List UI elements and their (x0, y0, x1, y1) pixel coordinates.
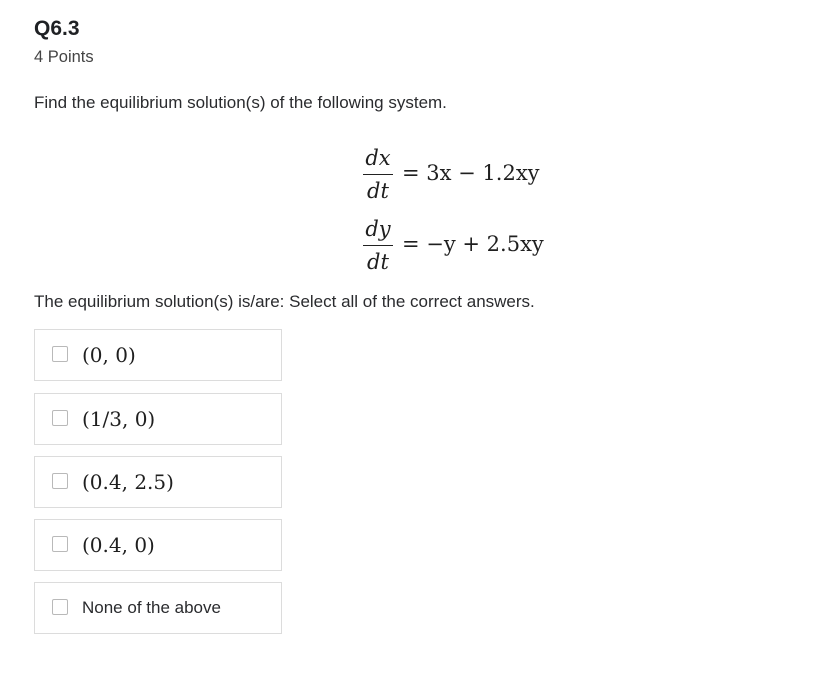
answer-option[interactable] (34, 582, 282, 634)
option-label: (0, 0) (82, 343, 136, 367)
option-checkbox[interactable] (52, 599, 68, 615)
question-prompt: Find the equilibrium solution(s) of the following system. (34, 93, 447, 112)
fraction-bar (363, 174, 393, 175)
option-checkbox[interactable] (52, 410, 68, 426)
fraction-bar (363, 245, 393, 246)
equation-1-denominator: dt (367, 179, 389, 203)
option-label: (0.4, 2.5) (82, 470, 174, 494)
option-label: (1/3, 0) (82, 407, 156, 431)
equation-2-denominator: dt (367, 250, 389, 274)
equation-2-numerator: dy (365, 217, 391, 241)
option-label: None of the above (82, 598, 221, 617)
equation-1-fraction (363, 146, 393, 203)
equation-1-rhs: = 3x − 1.2xy (402, 161, 540, 185)
answer-option[interactable] (34, 393, 282, 445)
option-checkbox[interactable] (52, 346, 68, 362)
option-label: (0.4, 0) (82, 533, 155, 557)
equation-2-fraction (363, 217, 393, 274)
option-checkbox[interactable] (52, 536, 68, 552)
equation-2-rhs: = −y + 2.5xy (402, 232, 544, 256)
equation-1-numerator: dx (365, 146, 391, 170)
option-checkbox[interactable] (52, 473, 68, 489)
question-points: 4 Points (34, 48, 94, 66)
question-title: Q6.3 (34, 17, 80, 40)
answer-prompt: The equilibrium solution(s) is/are: Select all of the correct answers. (34, 292, 535, 311)
answer-option[interactable] (34, 329, 282, 381)
answer-option[interactable] (34, 456, 282, 508)
answer-option[interactable] (34, 519, 282, 571)
